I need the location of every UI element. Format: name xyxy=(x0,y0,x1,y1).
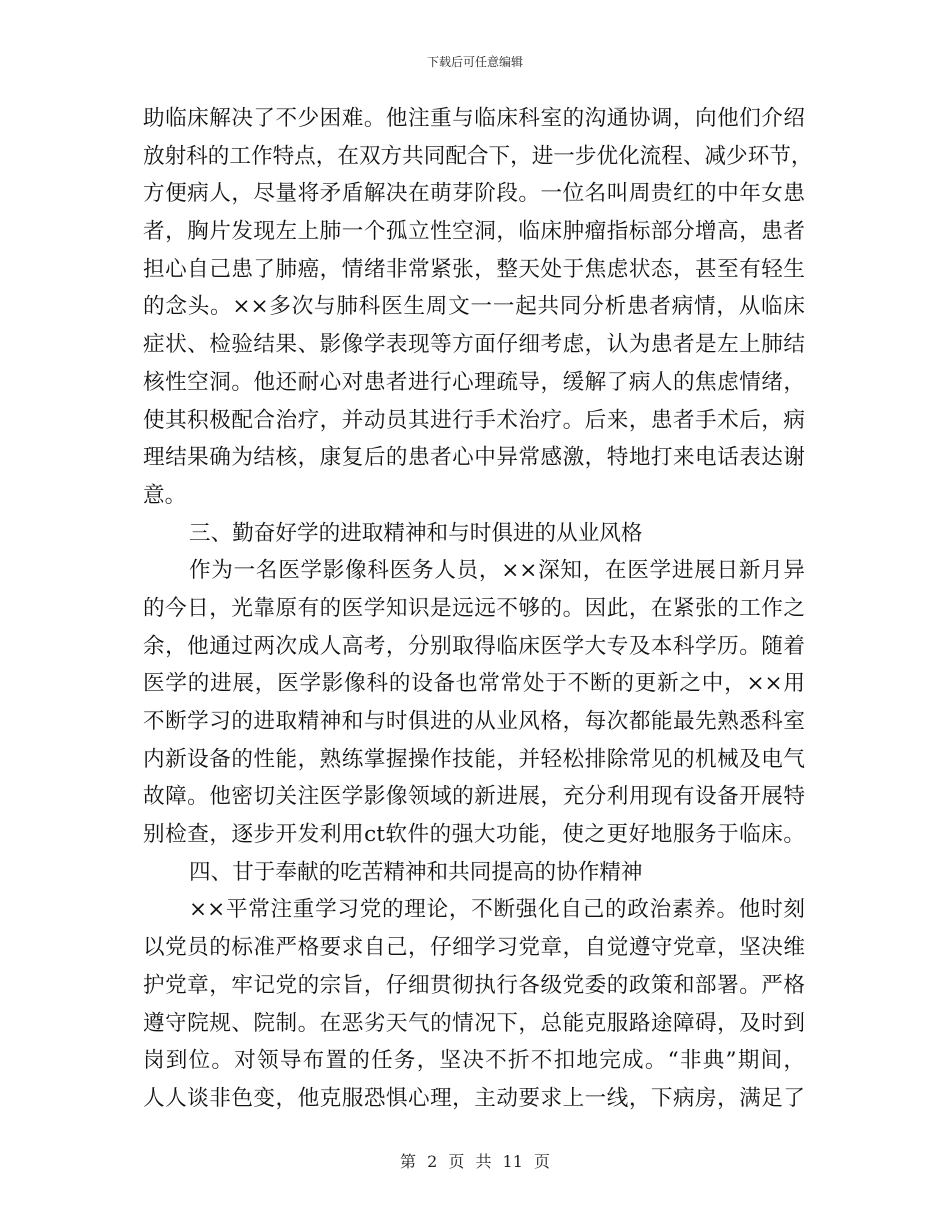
text-line: 理结果确为结核，康复后的患者心中异常感激，特地打来电话表达谢 xyxy=(143,445,805,471)
document-body xyxy=(143,100,813,1118)
text-line: 人人谈非色变，他克服恐惧心理，主动要求上一线，下病房，满足了 xyxy=(143,1085,805,1111)
paragraph-first-line: ××平常注重学习党的理论，不断强化自己的政治素养。他时刻 xyxy=(189,897,805,923)
page-footer: 第 2 页 共 11 页 xyxy=(400,1152,550,1171)
page-header: 下载后可任意编辑 xyxy=(426,55,523,69)
text-line: 使其积极配合治疗，并动员其进行手术治疗。后来，患者手术后，病 xyxy=(143,407,805,433)
text-line: 以党员的标准严格要求自己，仔细学习党章，自觉遵守党章，坚决维 xyxy=(143,935,805,961)
paragraph-first-line: 三、勤奋好学的进取精神和与时俱进的从业风格 xyxy=(189,520,643,546)
text-line: 担心自己患了肺癌，情绪非常紧张，整天处于焦虑状态，甚至有轻生 xyxy=(143,256,805,282)
text-line: 不断学习的进取精神和与时俱进的从业风格，每次都能最先熟悉科室 xyxy=(143,709,805,734)
text-line: 助临床解决了不少困难。他注重与临床科室的沟通协调，向他们介绍 xyxy=(143,106,805,131)
text-line: 核性空洞。他还耐心对患者进行心理疏导，缓解了病人的焦虑情绪， xyxy=(143,369,805,395)
text-line: 者，胸片发现左上肺一个孤立性空洞，临床肿瘤指标部分增高，患者 xyxy=(143,219,805,245)
paragraph-first-line: 四、甘于奉献的吃苦精神和共同提高的协作精神 xyxy=(189,859,643,885)
text-line: 的念头。××多次与肺科医生周文一一起共同分析患者病情，从临床 xyxy=(143,294,805,320)
text-line: 护党章，牢记党的宗旨，仔细贯彻执行各级党委的政策和部署。严格 xyxy=(143,972,805,998)
text-line: 内新设备的性能，熟练掌握操作技能，并轻松排除常见的机械及电气 xyxy=(143,746,805,772)
text-line: 的今日，光靠原有的医学知识是远远不够的。因此，在紧张的工作之 xyxy=(143,595,805,621)
text-line: 意。 xyxy=(143,482,187,508)
text-line: 放射科的工作特点，在双方共同配合下，进一步优化流程、减少环节， xyxy=(143,143,813,169)
text-line: 别检查，逐步开发利用ct软件的强大功能，使之更好地服务于临床。 xyxy=(143,822,805,848)
text-line: 医学的进展，医学影像科的设备也常常处于不断的更新之中，××用 xyxy=(143,671,805,697)
text-line: 症状、检验结果、影像学表现等方面仔细考虑，认为患者是左上肺结 xyxy=(143,332,805,358)
text-line: 遵守院规、院制。在恶劣天气的情况下，总能克服路途障碍，及时到 xyxy=(143,1010,805,1036)
text-line: 余，他通过两次成人高考，分别取得临床医学大专及本科学历。随着 xyxy=(143,633,805,659)
text-line: 岗到位。对领导布置的任务，坚决不折不扣地完成。“非典”期间， xyxy=(143,1048,805,1074)
text-line: 故障。他密切关注医学影像领域的新进展，充分利用现有设备开展特 xyxy=(143,784,805,810)
text-line: 方便病人，尽量将矛盾解决在萌芽阶段。一位名叫周贵红的中年女患 xyxy=(143,181,805,207)
paragraph-first-line: 作为一名医学影像科医务人员，××深知，在医学进展日新月异 xyxy=(189,558,805,584)
